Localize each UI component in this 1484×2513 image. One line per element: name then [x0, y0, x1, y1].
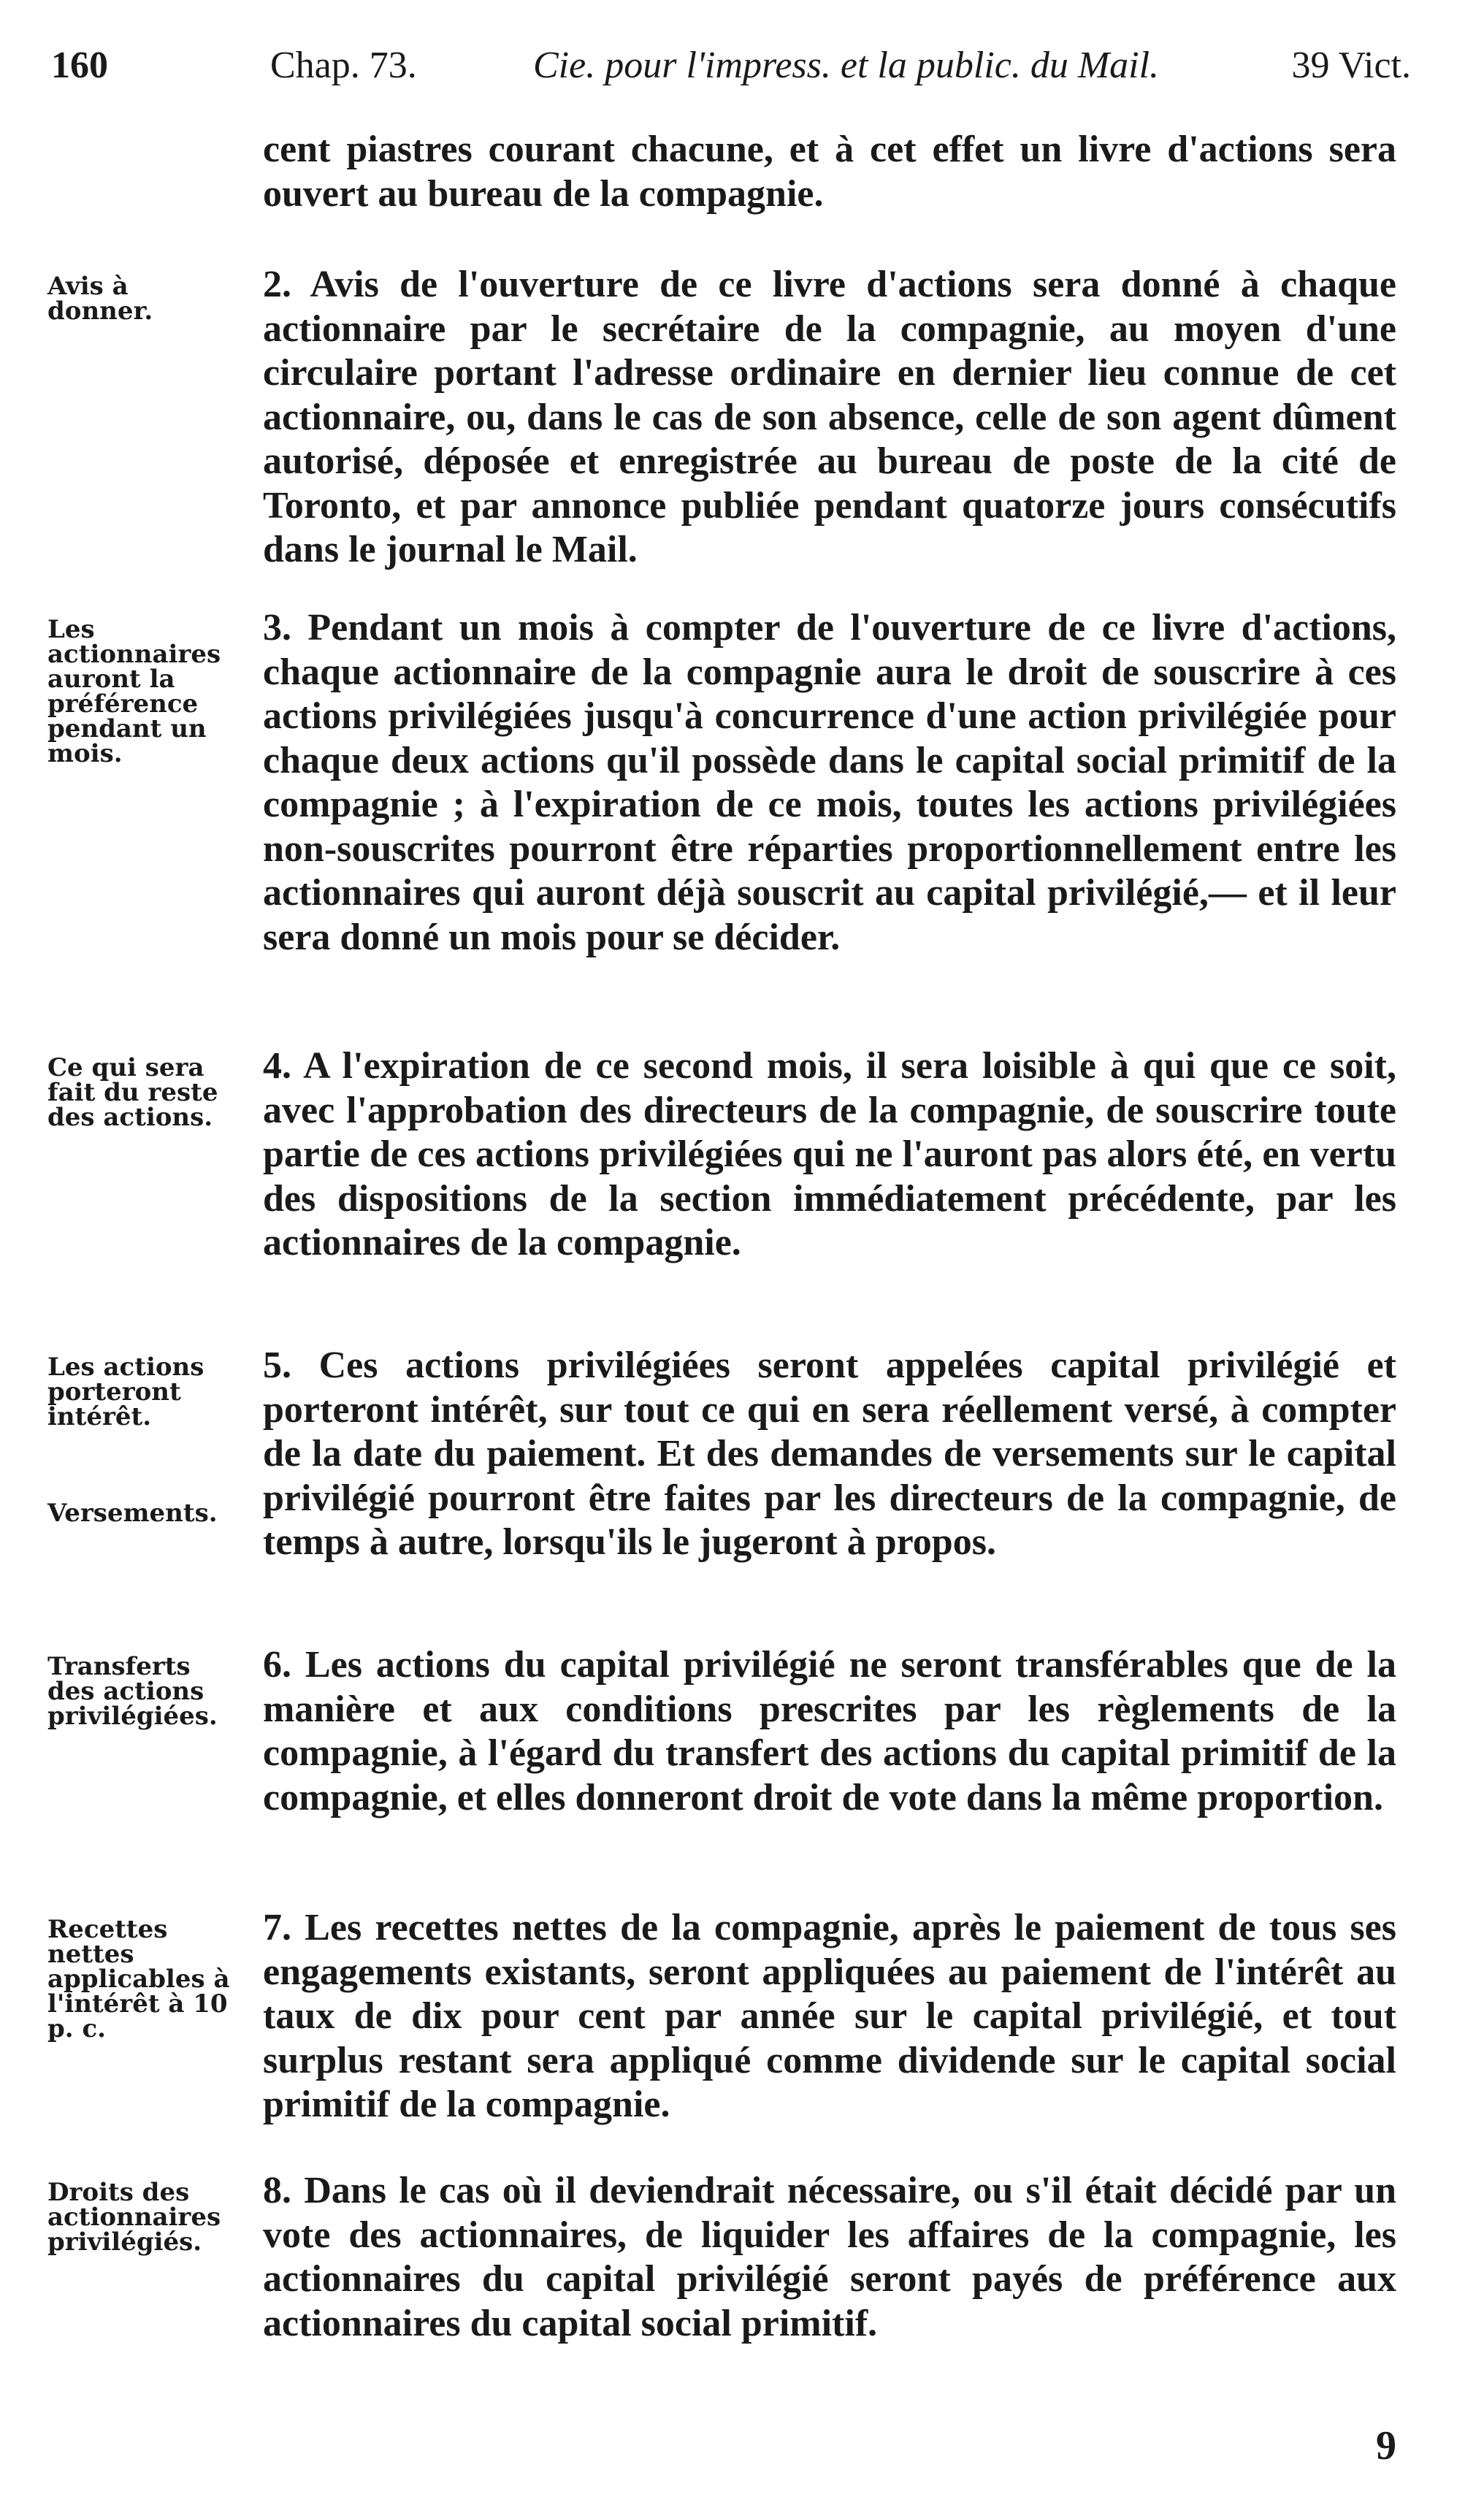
section-number: 2.	[263, 264, 291, 305]
section-8	[263, 2169, 1396, 2346]
section-number: 6.	[263, 1644, 291, 1686]
margin-note-section-4: Ce qui sera fait du reste des actions.	[47, 1053, 218, 1132]
section-6	[263, 1643, 1396, 1820]
section-text: Les recettes nettes de la compagnie, après le paiement de tous ses engagements existants, seront appliquées au paiement de l'intérêt au taux de dix pour cent par année sur le capital privilégié, et tout surplus restant sera appliqué comme dividende sur le capital social primitif de la compagnie.	[263, 1907, 1396, 2125]
section-4	[263, 1044, 1396, 1266]
section-text: Pendant un mois à compter de l'ouverture de ce livre d'actions, chaque actionnaire de la compagnie aura le droit de souscrire à ces actions privilégiées jusqu'à concurrence d'une action privilégiée pour chaque deux actions qu'il possède dans le capital social primitif de la compagnie ; à l'expiration de ce mois, toutes les actions privilégiées non-souscrites pourront être réparties proportionnellement entre les actionnaires qui auront déjà souscrit au capital privilégié,— et il leur sera donné un mois pour se décider.	[263, 607, 1397, 958]
regnal-year: 39 Vict.	[1291, 45, 1411, 86]
section-number: 5.	[263, 1345, 291, 1386]
section-text: Avis de l'ouverture de ce livre d'actions sera donné à chaque actionnaire par le secrétaire de la compagnie, au moyen d'une circulaire portant l'adresse ordinaire en dernier lieu connue de cet actionnaire, ou, dans le cas de son absence, celle de son agent dûment autorisé, déposée et enregistrée au bureau de poste de la cité de Toronto, et par annonce publiée pendant quatorze jours consécutifs dans le journal le Mail.	[263, 264, 1396, 570]
section-number: 3.	[263, 607, 291, 649]
margin-note-section-2: Avis à donner.	[47, 272, 153, 326]
opening-paragraph: cent piastres courant chacune, et à cet effet un livre d'actions sera ouvert au bureau de la compagnie.	[263, 129, 1396, 215]
section-number: 8.	[263, 2170, 291, 2211]
page-number: 160	[51, 45, 108, 86]
margin-note-section-6: Transferts des actions privilégiées.	[47, 1652, 218, 1731]
margin-note-section-7: Recettes nettes applicables à l'intérêt à 10 p. c.	[47, 1915, 230, 2043]
section-text: A l'expiration de ce second mois, il sera loisible à qui que ce soit, avec l'approbation des directeurs de la compagnie, de souscrire toute partie de ces actions privilégiées qui ne l'auront pas alors été, en vertu des dispositions de la section immédiatement précédente, par les actionnaires de la compagnie.	[263, 1045, 1396, 1263]
section-text: Dans le cas où il deviendrait nécessaire, ou s'il était décidé par un vote des actionnaires, de liquider les affaires de la compagnie, les actionnaires du capital privilégié seront payés de préférence aux actionnaires du capital social primitif.	[263, 2170, 1396, 2344]
margin-note-versements: Versements.	[47, 1499, 218, 1528]
section-2	[263, 263, 1396, 573]
section-number: 4.	[263, 1045, 291, 1087]
section-number: 7.	[263, 1907, 291, 1948]
chapter-label: Chap. 73.	[270, 45, 417, 86]
margin-note-section-8: Droits des actionnaires privilégiés.	[47, 2178, 221, 2257]
running-header	[51, 44, 1411, 102]
section-text: Les actions du capital privilégié ne seront transférables que de la manière et aux conditions prescrites par les règlements de la compagnie, à l'égard du transfert des actions du capital primitif de la compagnie, et elles donneront droit de vote dans la même proportion.	[263, 1644, 1397, 1818]
margin-note-section-5: Les actions porteront intérêt.	[47, 1353, 204, 1431]
section-7	[263, 1906, 1396, 2127]
margin-note-section-3: Les actionnaires auront la préférence pendant un mois.	[47, 615, 221, 768]
section-text: Ces actions privilégiées seront appelées capital privilégié et porteront intérêt, sur tout ce qui en sera réellement versé, à compter de la date du paiement. Et des demandes de versements sur le capital privilégié pourront être faites par les directeurs de la compagnie, de temps à autre, lorsqu'ils le jugeront à propos.	[263, 1345, 1396, 1563]
signature-mark: 9	[1376, 2423, 1396, 2468]
running-title: Cie. pour l'impress. et la public. du Mail.	[533, 45, 1160, 86]
section-3	[263, 606, 1396, 960]
section-5	[263, 1344, 1396, 1565]
